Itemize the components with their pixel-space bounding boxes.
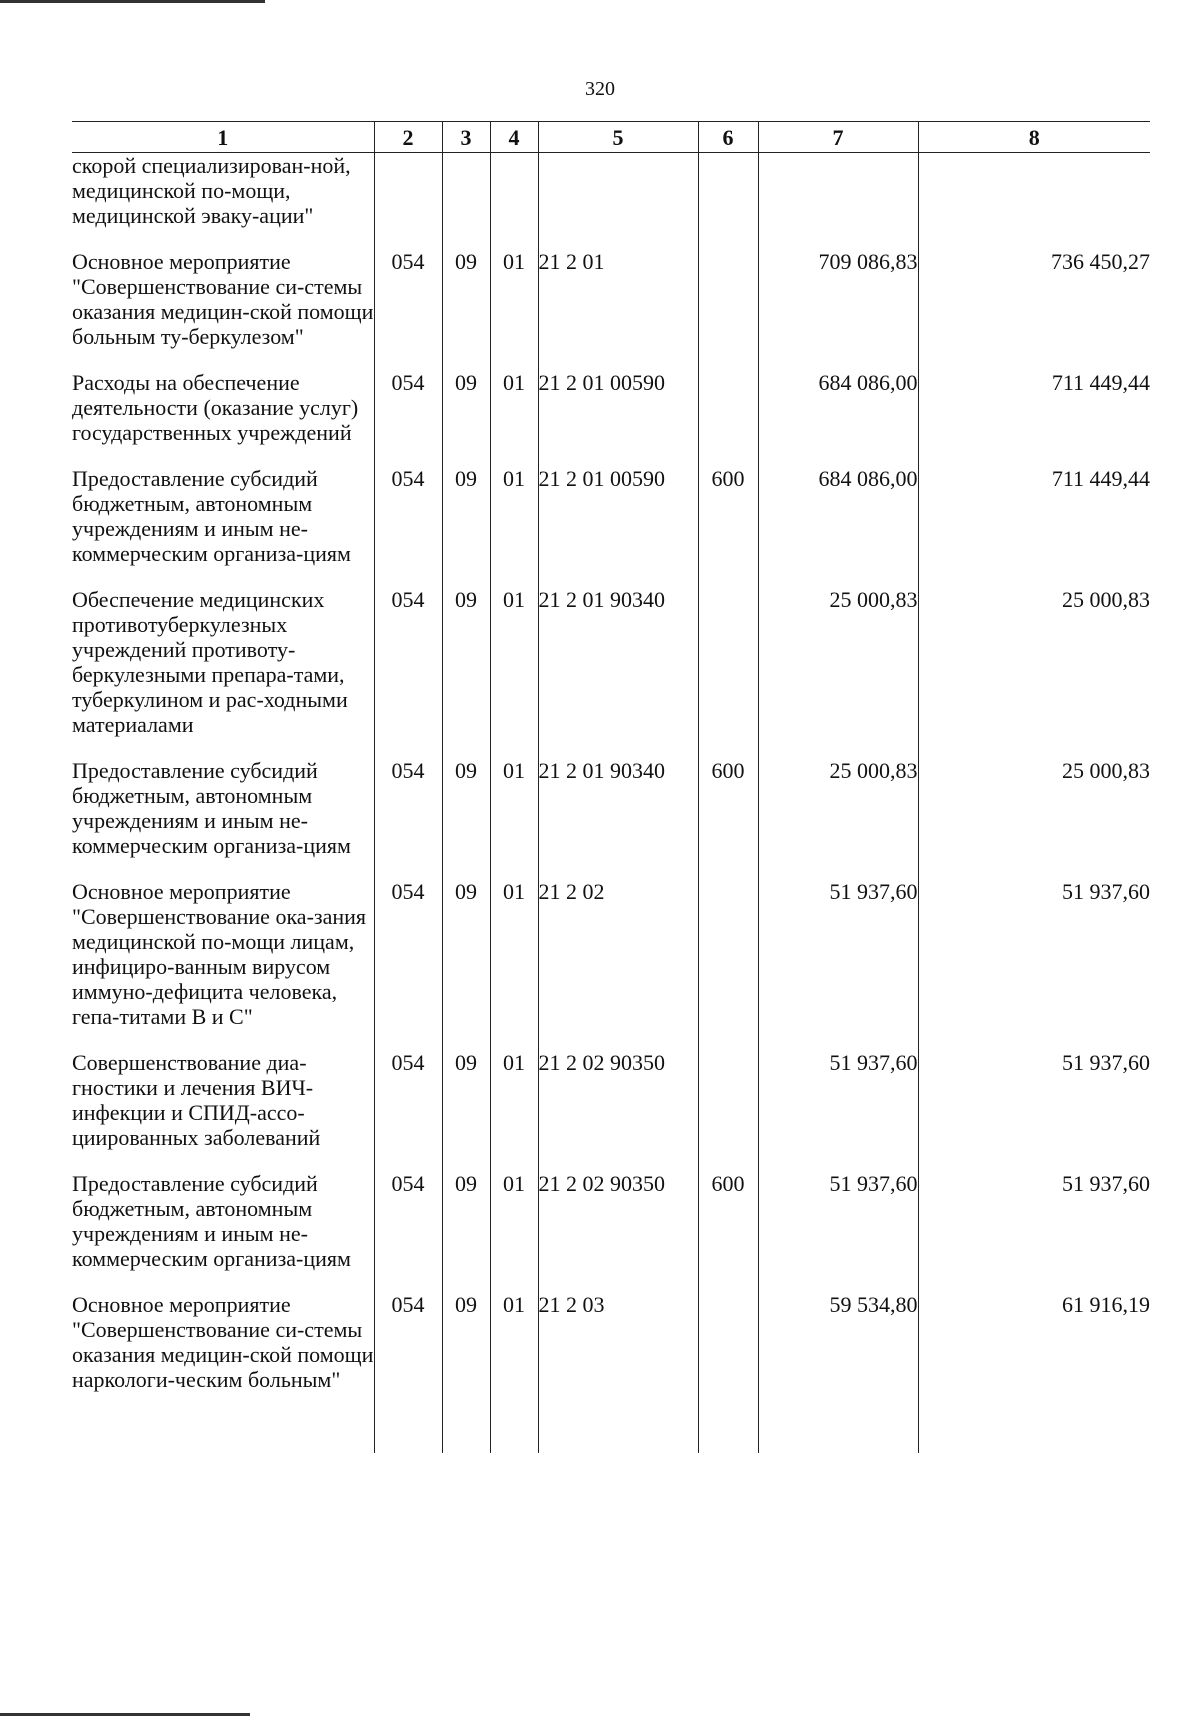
- table-row: [72, 879, 1150, 1050]
- amount-year1-cell: 709 086,83: [758, 249, 918, 370]
- filler-cell: [758, 1413, 918, 1453]
- section-cell: 09: [442, 370, 490, 466]
- target-item-cell: 21 2 01 90340: [538, 758, 698, 879]
- chapter-cell: 054: [374, 370, 442, 466]
- table-row: [72, 1050, 1150, 1171]
- chapter-cell: 054: [374, 1292, 442, 1413]
- header-col-3: 3: [442, 122, 490, 153]
- subsection-cell: 01: [490, 370, 538, 466]
- section-cell: [442, 153, 490, 250]
- target-item-cell: 21 2 01: [538, 249, 698, 370]
- amount-year1-cell: 684 086,00: [758, 370, 918, 466]
- target-item-cell: 21 2 02 90350: [538, 1050, 698, 1171]
- scan-edge-top: [0, 0, 265, 3]
- expense-type-cell: 600: [698, 466, 758, 587]
- table-row: [72, 370, 1150, 466]
- subsection-cell: [490, 153, 538, 250]
- chapter-cell: 054: [374, 879, 442, 1050]
- subsection-cell: 01: [490, 249, 538, 370]
- expense-type-cell: [698, 1292, 758, 1413]
- amount-year1-cell: 51 937,60: [758, 879, 918, 1050]
- expense-type-cell: 600: [698, 758, 758, 879]
- target-item-cell: 21 2 02 90350: [538, 1171, 698, 1292]
- amount-year2-cell: 51 937,60: [918, 1050, 1150, 1171]
- table-row: [72, 249, 1150, 370]
- target-item-cell: 21 2 03: [538, 1292, 698, 1413]
- chapter-cell: 054: [374, 587, 442, 758]
- amount-year2-cell: 711 449,44: [918, 466, 1150, 587]
- budget-table: [72, 121, 1150, 1453]
- section-cell: 09: [442, 249, 490, 370]
- amount-year2-cell: 711 449,44: [918, 370, 1150, 466]
- expense-type-cell: 600: [698, 1171, 758, 1292]
- row-name-cell: Расходы на обеспечение деятельности (оказание услуг) государственных учреждений: [72, 370, 359, 445]
- amount-year2-cell: 51 937,60: [918, 879, 1150, 1050]
- amount-year1-cell: [758, 153, 918, 250]
- table-body: [72, 153, 1150, 1454]
- section-cell: 09: [442, 758, 490, 879]
- page-number: 320: [585, 78, 615, 100]
- subsection-cell: 01: [490, 1050, 538, 1171]
- header-col-8: 8: [918, 122, 1150, 153]
- filler-cell: [374, 1413, 442, 1453]
- amount-year1-cell: 684 086,00: [758, 466, 918, 587]
- amount-year1-cell: 25 000,83: [758, 758, 918, 879]
- header-row: [72, 122, 1150, 153]
- amount-year1-cell: 25 000,83: [758, 587, 918, 758]
- amount-year2-cell: [918, 153, 1150, 250]
- filler-cell: [538, 1413, 698, 1453]
- chapter-cell: [374, 153, 442, 250]
- subsection-cell: 01: [490, 587, 538, 758]
- header-col-6: 6: [698, 122, 758, 153]
- header-col-7: 7: [758, 122, 918, 153]
- header-col-4: 4: [490, 122, 538, 153]
- header-col-1: 1: [72, 122, 374, 153]
- section-cell: 09: [442, 1050, 490, 1171]
- expense-type-cell: [698, 370, 758, 466]
- table-filler-row: [72, 1413, 1150, 1453]
- amount-year2-cell: 61 916,19: [918, 1292, 1150, 1413]
- section-cell: 09: [442, 1292, 490, 1413]
- amount-year2-cell: 25 000,83: [918, 758, 1150, 879]
- table-row: [72, 587, 1150, 758]
- expense-type-cell: [698, 879, 758, 1050]
- subsection-cell: 01: [490, 758, 538, 879]
- expense-type-cell: [698, 1050, 758, 1171]
- subsection-cell: 01: [490, 466, 538, 587]
- target-item-cell: 21 2 01 00590: [538, 466, 698, 587]
- header-col-2: 2: [374, 122, 442, 153]
- row-name-cell: Обеспечение медицинских противотуберкулезных учреждений противоту-беркулезными препара-тами, туберкулином и рас-ходными материалами: [72, 587, 348, 737]
- expense-type-cell: [698, 249, 758, 370]
- table-row: [72, 758, 1150, 879]
- target-item-cell: [538, 153, 698, 250]
- filler-cell: [698, 1413, 758, 1453]
- subsection-cell: 01: [490, 1171, 538, 1292]
- amount-year2-cell: 25 000,83: [918, 587, 1150, 758]
- table-row: [72, 1292, 1150, 1413]
- table-row: [72, 466, 1150, 587]
- row-name-cell: скорой специализирован-ной, медицинской по-мощи, медицинской эваку-ации": [72, 153, 351, 228]
- row-name-cell: Основное мероприятие "Совершенствование си-стемы оказания медицин-ской помощи больным ту-беркулезом": [72, 249, 374, 349]
- section-cell: 09: [442, 1171, 490, 1292]
- chapter-cell: 054: [374, 758, 442, 879]
- amount-year1-cell: 51 937,60: [758, 1171, 918, 1292]
- expense-type-cell: [698, 153, 758, 250]
- row-name-cell: Основное мероприятие "Совершенствование си-стемы оказания медицин-ской помощи наркологи-ческим больным": [72, 1292, 374, 1392]
- filler-cell: [72, 1413, 374, 1453]
- filler-cell: [442, 1413, 490, 1453]
- section-cell: 09: [442, 466, 490, 587]
- chapter-cell: 054: [374, 1050, 442, 1171]
- chapter-cell: 054: [374, 1171, 442, 1292]
- amount-year2-cell: 736 450,27: [918, 249, 1150, 370]
- target-item-cell: 21 2 02: [538, 879, 698, 1050]
- filler-cell: [490, 1413, 538, 1453]
- amount-year1-cell: 51 937,60: [758, 1050, 918, 1171]
- chapter-cell: 054: [374, 466, 442, 587]
- row-name-cell: Предоставление субсидий бюджетным, автономным учреждениям и иным не-коммерческим организа-циям: [72, 1171, 351, 1271]
- filler-cell: [918, 1413, 1150, 1453]
- subsection-cell: 01: [490, 879, 538, 1050]
- target-item-cell: 21 2 01 90340: [538, 587, 698, 758]
- amount-year2-cell: 51 937,60: [918, 1171, 1150, 1292]
- row-name-cell: Основное мероприятие "Совершенствование ока-зания медицинской по-мощи лицам, инфициро-ванным вирусом иммуно-дефицита человека, гепа-титами В и С": [72, 879, 367, 1029]
- row-name-cell: Предоставление субсидий бюджетным, автономным учреждениям и иным не-коммерческим организа-циям: [72, 466, 351, 566]
- amount-year1-cell: 59 534,80: [758, 1292, 918, 1413]
- row-name-cell: Совершенствование диа-гностики и лечения ВИЧ-инфекции и СПИД-ассо-циированных заболеваний: [72, 1050, 321, 1150]
- target-item-cell: 21 2 01 00590: [538, 370, 698, 466]
- subsection-cell: 01: [490, 1292, 538, 1413]
- header-col-5: 5: [538, 122, 698, 153]
- row-name-cell: Предоставление субсидий бюджетным, автономным учреждениям и иным не-коммерческим организа-циям: [72, 758, 351, 858]
- section-cell: 09: [442, 587, 490, 758]
- chapter-cell: 054: [374, 249, 442, 370]
- table-row: [72, 153, 1150, 250]
- section-cell: 09: [442, 879, 490, 1050]
- table-row: [72, 1171, 1150, 1292]
- expense-type-cell: [698, 587, 758, 758]
